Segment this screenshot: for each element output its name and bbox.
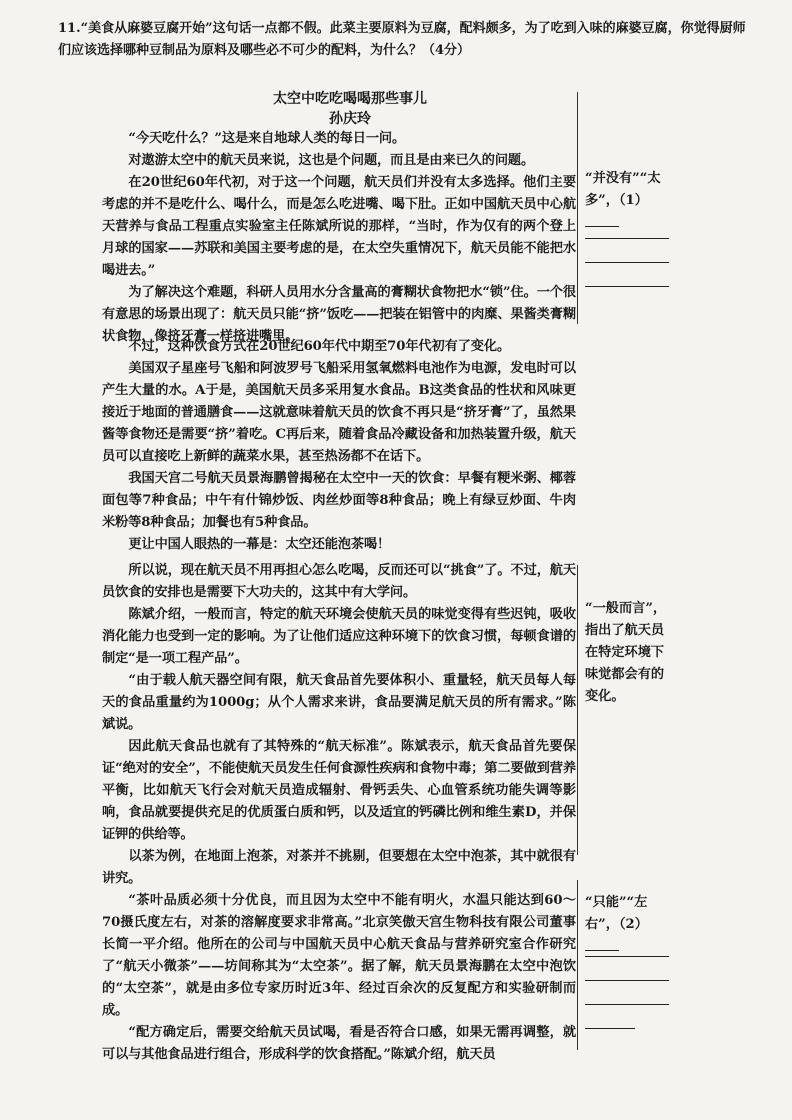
margin-note-3 (585, 892, 677, 959)
paragraph: 更让中国人眼热的一幕是：太空还能泡茶喝！ (128, 537, 391, 552)
paragraph: 对遨游太空中的航天员来说，这也是个问题，而且是由来已久的问题。 (128, 153, 535, 168)
article-section-3 (102, 560, 576, 846)
paragraph: 美国双子星座号飞船和阿波罗号飞船采用氢氧燃料电池作为电源，发电时可以产生大量的水。A于是，美国航天员多采用复水食品。B这类食品的性状和风味更接近于地面的普通膳食——这就意味着航天员的饮食不再只是“挤牙膏”了，虽然果酱等食物还是需要“挤”着吃。C再后来，随着食品冷藏设备和加热装置升级，航天员可以直接吃上新鲜的蔬菜水果，甚至热汤都不在话下。 (102, 361, 576, 464)
answer-line[interactable] (585, 980, 669, 981)
answer-blank[interactable] (585, 936, 619, 951)
margin-note-2: “一般而言”，指出了航天员在特定环境下味觉都会有的变化。 (585, 601, 667, 704)
paragraph: “配方确定后，需要交给航天员试喝，看是否符合口感，如果无需再调整，就可以与其他食品进行组合，形成科学的饮食搭配。”陈斌介绍，航天员 (102, 1025, 576, 1062)
answer-line[interactable] (585, 956, 669, 957)
margin-divider (577, 92, 578, 324)
question-11: 11.“美食从麻婆豆腐开始”这句话一点都不假。此菜主要原料为豆腐，配料颇多，为了吃到入味的麻婆豆腐，你觉得厨师们应该选择哪种豆制品为原料及哪些必不可少的配料，为什么？（4分） (58, 21, 746, 58)
article-section-5 (102, 890, 576, 1066)
note-text: “并没有”“太多”，（1） (585, 171, 661, 208)
paragraph: 所以说，现在航天员不用再担心怎么吃喝，反而还可以“挑食”了。不过，航天员饮食的安排也是需要下大功夫的，这其中有大学问。 (102, 563, 576, 600)
margin-note-1 (585, 168, 677, 235)
article-section-4 (102, 846, 576, 890)
answer-line[interactable] (585, 1004, 669, 1005)
answer-line[interactable] (585, 286, 669, 287)
answer-line[interactable] (585, 262, 669, 263)
paragraph: “由于载人航天器空间有限，航天食品首先要体积小、重量轻，航天员每人每天的食品重量约为1000g；从个人需求来讲，食品要满足航天员的所有需求。”陈斌说。 (102, 673, 576, 732)
paragraph: 以茶为例，在地面上泡茶，对茶并不挑剔，但要想在太空中泡茶，其中就很有讲究。 (102, 849, 576, 886)
paragraph: 因此航天食品也就有了其特殊的“航天标准”。陈斌表示，航天食品首先要保证“绝对的安全”，不能使航天员发生任何食源性疾病和食物中毒；第二要做到营养平衡，比如航天飞行会对航天员造成辐射、骨钙丢失、心血管系统功能失调等影响，食品就要提供充足的优质蛋白质和钙，以及适宜的钙磷比例和维生素D，并保证钾的供给等。 (102, 739, 576, 842)
article-author: 孙庆玲 (329, 111, 371, 127)
paragraph: 陈斌介绍，一般而言，特定的航天环境会使航天员的味觉变得有些迟钝，吸收消化能力也受到一定的影响。为了让他们适应这种环境下的饮食习惯，每顿食谱的制定“是一项工程产品”。 (102, 607, 576, 666)
paragraph: 为了解决这个难题，科研人员用水分含量高的膏糊状食物把水“锁”住。一个很有意思的场景出现了：航天员只能“挤”饭吃——把装在铝管中的肉糜、果酱类膏糊状食物，像挤牙膏一样挤进嘴里。 (102, 285, 576, 344)
article-title: 太空中吃吃喝喝那些事儿 (273, 91, 427, 107)
article-section-2 (102, 336, 576, 556)
article-section-1 (102, 128, 576, 348)
paragraph: 不过，这种饮食方式在20世纪60年代中期至70年代初有了变化。 (128, 339, 511, 354)
margin-divider (577, 880, 578, 1050)
answer-blank[interactable] (585, 212, 619, 227)
paragraph: 在20世纪60年代初，对于这一个问题，航天员们并没有太多选择。他们主要考虑的并不是吃什么、喝什么，而是怎么吃进嘴、喝下肚。正如中国航天员中心航天营养与食品工程重点实验室主任陈斌所说的那样，“当时，作为仅有的两个登上月球的国家——苏联和美国主要考虑的是，在太空失重情况下，航天员能不能把水喝进去。” (102, 175, 576, 278)
paragraph: 我国天宫二号航天员景海鹏曾揭秘在太空中一天的饮食：早餐有粳米粥、椰蓉面包等7种食品；中午有什锦炒饭、肉丝炒面等8种食品；晚上有绿豆炒面、牛肉米粉等8种食品；加餐也有5种食品。 (102, 471, 576, 530)
paragraph: “茶叶品质必须十分优良，而且因为太空中不能有明火，水温只能达到60～70摄氏度左右，对茶的溶解度要求非常高。”北京笑傲天宫生物科技有限公司董事长简一平介绍。他所在的公司与中国航天员中心航天食品与营养研究室合作研究了“航天小微茶”——坊间称其为“太空茶”。据了解，航天员景海鹏在太空中泡饮的“太空茶”，就是由多位专家历时近3年、经过百余次的反复配方和实验研制而成。 (102, 893, 576, 1018)
paragraph: “今天吃什么？”这是来自地球人类的每日一问。 (128, 131, 406, 146)
answer-line[interactable] (585, 1028, 635, 1029)
answer-line[interactable] (585, 238, 669, 239)
note-text: “只能”“左右”，（2） (585, 895, 648, 932)
margin-divider (577, 565, 578, 855)
